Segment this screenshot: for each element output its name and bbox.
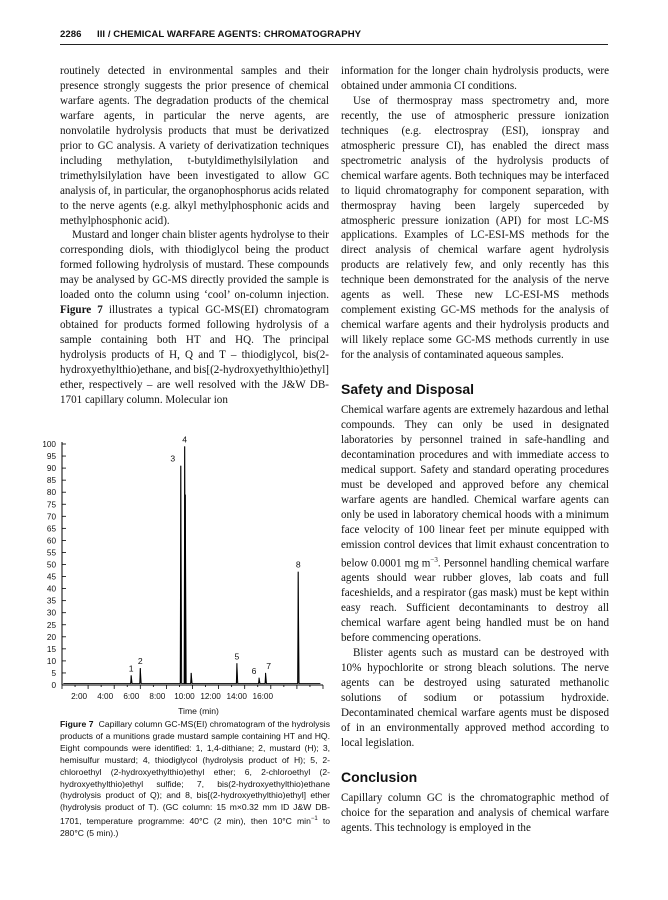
y-tick-label: 100: [42, 440, 56, 449]
section-heading-safety: Safety and Disposal: [341, 381, 475, 398]
paragraph: information for the longer chain hydrolysis products, were obtained under ammonia CI conditions.: [341, 65, 609, 92]
y-tick-label: 40: [46, 584, 56, 594]
x-tick-label: 14:00: [226, 692, 247, 701]
caption-label: Figure 7: [60, 719, 94, 729]
y-tick-label: 0: [51, 681, 56, 690]
y-tick-label: 95: [46, 452, 56, 462]
paragraph: Blister agents such as mustard can be destroyed with 10% hypochlorite or strong bleach solutions. The nerve agents can be destroyed using saturated methanolic solutions of sodium or potassium hydroxide. Decontaminated chemical warfare agents must be disposed of in an environmentally approved method according to local legislation.: [341, 647, 609, 749]
peak-label: 4: [182, 434, 188, 445]
running-title: III / CHEMICAL WARFARE AGENTS: CHROMATOGRAPHY: [97, 29, 362, 40]
y-tick-label: 15: [46, 644, 56, 654]
peak-label: 3: [170, 453, 176, 464]
y-tick-label: 90: [46, 464, 56, 474]
caption-text: Capillary column GC-MS(EI) chromatogram of the hydrolysis products of a munitions grade mustard sample containing HT and HQ. Eight compounds were identified: 1, 1,4-dithiane; 2, mustard (H); 3, hemisulfur mustard; 4, thiodiglycol (hydrolysis product of H); 5, 2-chloroethyl (2-hydroxyethylthio)ethyl ether; 6, 2-chloroethyl (2-hydroxyethylthio)ethyl sulfide; 7, bis(2-hydroxyethylthio)ethane (hydrolysis product of Q); and 8, bis[(2-hydroxyethylthio)ethyl] ether (hydrolysis product of T). (GC column: 15 m×0.32 mm ID J&W DB-1701, temperature programme: 40°C (2 min), then 10°C min: [60, 719, 331, 827]
x-tick-label: 8:00: [149, 692, 166, 701]
paragraph-text: Chemical warfare agents are extremely hazardous and lethal compounds. They can only be used in designated laboratories by personnel trained in safe-handling and decontamination procedures and with immediate access to medical support. Safety and standard operating procedures must be developed and approved before any chemical warfare agents are handled. Chemical warfare agents can only be used in laboratory chemical hoods with a minimum face velocity of 100 linear feet per minute equipped with emission control devices that limit exhaust concentration to below 0.0001 mg m: [341, 404, 609, 570]
figure-caption: [60, 719, 330, 840]
chromatogram-trace: [63, 446, 320, 683]
y-tick-label: 55: [46, 548, 56, 558]
y-tick-label: 75: [46, 500, 56, 510]
chromatogram-chart: [30, 432, 330, 717]
paragraph-text: illustrates a typical GC-MS(EI) chromatogram obtained for products formed following hydrolysis of a sample containing both HT and HQ. The principal hydrolysis products of H, Q and T – thiodiglycol, bis(2-hydroxyethylthio)ethane, and bis[(2-hydroxyethylthio)ethyl] ether, respectively – are well resolved with the J&W DB-1701 capillary column. Molecular ion: [60, 304, 329, 406]
y-tick-label: 25: [46, 620, 56, 630]
x-tick-label: 2:00: [71, 692, 88, 701]
paragraph: Capillary column GC is the chromatographic method of choice for the separation and analysis of chemical warfare agents. This technology is employed in the: [341, 791, 609, 834]
page-number: 2286: [60, 29, 82, 40]
x-axis-label: Time (min): [178, 706, 219, 716]
peak-label: 7: [266, 660, 271, 671]
paragraph-text: . Personnel handling chemical warfare agents should wear rubber gloves, lab coats and full faceshields, and a respirator (gas mask) must be kept within easy reach. Sufficient decontaminants to destroy all chemical warfare agent being handled must be on hand before commencing operations.: [341, 557, 609, 645]
running-header: [60, 29, 608, 43]
y-tick-label: 45: [46, 572, 56, 582]
y-tick-label: 30: [46, 608, 56, 618]
y-tick-label: 80: [46, 488, 56, 498]
header-rule: [60, 44, 608, 45]
y-tick-label: 50: [46, 560, 56, 570]
y-tick-label: 10: [46, 656, 56, 666]
y-tick-label: 5: [51, 668, 56, 678]
y-tick-label: 85: [46, 476, 56, 486]
figure-reference[interactable]: Figure 7: [60, 304, 103, 317]
y-tick-label: 65: [46, 524, 56, 534]
y-tick-label: 35: [46, 596, 56, 606]
superscript: −3: [430, 555, 438, 564]
peak-label: 5: [234, 651, 240, 662]
x-tick-label: 12:00: [200, 692, 221, 701]
x-tick-label: 6:00: [123, 692, 140, 701]
peak-label: 2: [137, 656, 143, 667]
y-tick-label: 70: [46, 512, 56, 522]
x-tick-label: 16:00: [252, 692, 274, 701]
section-heading-conclusion: Conclusion: [341, 768, 418, 785]
left-column: [60, 64, 329, 408]
paragraph: routinely detected in environmental samples and their presence strongly suggests the prior presence of chemical warfare agents. The degradation products of the chemical warfare agents, in particular the nerve agents, are nonvolatile hydrolysis products that must be derivatized prior to GC analysis. A variety of derivatization techniques including methylation, t-butyldimethylsilylation and trimethylsilylation have been investigated to allow GC analysis of, in particular, the organophosphorus acids related to the nerve agents (e.g. alkyl methylphosphonic acids and methylphosphonic acid).: [60, 65, 329, 227]
caption-superscript: −1: [310, 816, 318, 823]
caption-text-tail: to 280°C (5 min).): [60, 816, 330, 839]
right-column: [341, 64, 609, 836]
peak-label: 8: [295, 559, 301, 570]
peak-label: 6: [251, 665, 257, 676]
y-tick-label: 60: [46, 536, 56, 546]
paragraph-text: Mustard and longer chain blister agents hydrolyse to their corresponding diols, with thiodiglycol being the product formed following hydrolysis of mustard. These compounds may be analysed by GC-MS directly provided the sample is loaded onto the column using ‘cool’ on-column injection.: [60, 229, 329, 302]
paragraph: Use of thermospray mass spectrometry and, more recently, the use of atmospheric pressure ionization techniques (e.g. electrospray (ESI), ionspray and atmospheric pressure CI), has enabled the direct mass spectrometric analysis of the hydrolysis products of chemical warfare agents. Both techniques may be interfaced to liquid chromatography for component separation, with thermospray having been largely superceded by atmospheric pressure ionization (API) for most LC-MS applications. Examples of LC-ESI-MS methods for the direct analysis of chemical warfare agent hydrolysis products are relatively few, and only recently has this technique been demonstrated for the analysis of the nerve agents as well. These new LC-ESI-MS methods complement existing GC-MS methods for the analysis of chemical warfare agents and their hydrolysis products and will likely replace some GC-MS methods currently in use for the analysis of contaminated aqueous samples.: [341, 94, 609, 362]
y-tick-label: 20: [46, 632, 56, 642]
paragraph: [60, 228, 329, 407]
peak-label: 1: [128, 663, 134, 674]
paragraph: [341, 403, 609, 646]
x-tick-label: 10:00: [174, 692, 195, 701]
x-tick-label: 4:00: [97, 692, 114, 701]
